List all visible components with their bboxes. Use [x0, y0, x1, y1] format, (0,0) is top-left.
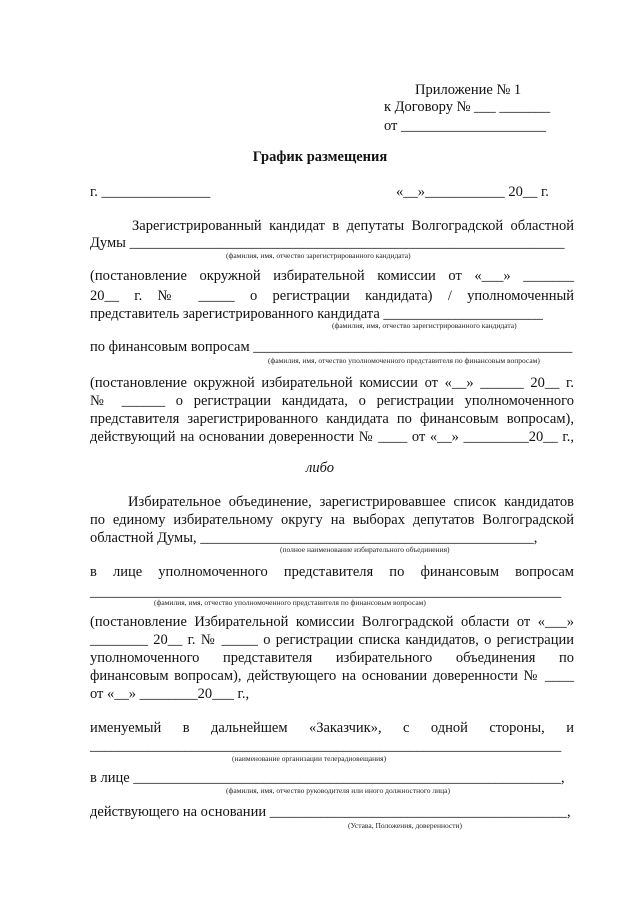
- candidate-line-2: Думы ____________________________________________________________: [90, 235, 565, 251]
- association-line-6: (постановление Избирательной комиссии Волгоградской области от «___»: [90, 614, 574, 630]
- association-line-9: финансовым вопросам), действующего на основании доверенности № ____: [90, 668, 574, 684]
- association-line-8: уполномоченного представителя избирательного объединения по: [90, 650, 574, 666]
- association-line-10: от «__» ________20___ г.,: [90, 686, 250, 702]
- association-caption-2: (фамилия, имя, отчество уполномоченного представителя по финансовым вопросам): [154, 598, 426, 607]
- contract-date-line: от ____________________: [384, 118, 547, 134]
- candidate-line-10: действующий на основании доверенности № ____ от «__» _________20__ г.,: [90, 429, 574, 445]
- customer-caption-1: (наименование организации телерадиовещания): [232, 754, 387, 763]
- or-separator: либо: [306, 460, 334, 476]
- customer-line-1: именуемый в дальнейшем «Заказчик», с одной стороны, и: [90, 720, 574, 736]
- association-line-4: в лице уполномоченного представителя по финансовым вопросам: [90, 564, 574, 580]
- candidate-line-5: представитель зарегистрированного кандидата ______________________: [90, 306, 543, 322]
- association-line-2: по единому избирательному округу на выборах депутатов Волгоградской: [90, 512, 574, 528]
- association-line-1: Избирательное объединение, зарегистрировавшее список кандидатов: [128, 494, 574, 510]
- customer-line-4: действующего на основании _________________________________________,: [90, 804, 571, 820]
- candidate-line-8: № ______ о регистрации кандидата, о регистрации уполномоченного: [90, 393, 574, 409]
- candidate-line-6: по финансовым вопросам ____________________________________________: [90, 339, 573, 355]
- customer-caption-2: (фамилия, имя, отчество руководителя или иного должностного лица): [226, 786, 451, 795]
- city-line: г. _______________: [90, 184, 211, 200]
- candidate-line-9: представителя зарегистрированного кандидата по финансовым вопросам),: [90, 411, 574, 427]
- candidate-line-7: (постановление окружной избирательной комиссии от «__» ______ 20__ г.: [90, 375, 574, 391]
- appendix-label: Приложение № 1: [415, 82, 522, 98]
- customer-line-2: _________________________________________________________________: [90, 738, 562, 754]
- customer-caption-3: (Устава, Положения, доверенности): [348, 821, 463, 830]
- candidate-line-3: (постановление окружной избирательной комиссии от «___» _______: [90, 268, 574, 284]
- candidate-line-4: 20__ г. № _____ о регистрации кандидата) / уполномоченный: [90, 288, 574, 304]
- candidate-caption-1: (фамилия, имя, отчество зарегистрированного кандидата): [226, 251, 411, 260]
- association-line-3: областной Думы, ______________________________________________,: [90, 530, 538, 546]
- candidate-line-1: Зарегистрированный кандидат в депутаты Волгоградской областной: [132, 218, 574, 234]
- association-line-5: _________________________________________________________________: [90, 584, 562, 600]
- document-title: График размещения: [252, 149, 388, 165]
- association-line-7: ________ 20__ г. № _____ о регистрации списка кандидатов, о регистрации: [90, 632, 574, 648]
- association-caption-1: (полное наименование избирательного объединения): [280, 545, 450, 554]
- date-line: «__»___________ 20__ г.: [396, 184, 549, 200]
- candidate-caption-2: (фамилия, имя, отчество зарегистрированного кандидата): [332, 321, 517, 330]
- customer-line-3: в лице ___________________________________________________________,: [90, 770, 565, 786]
- candidate-caption-3: (фамилия, имя, отчество уполномоченного представителя по финансовым вопросам): [268, 356, 540, 365]
- contract-number-line: к Договору № ___ _______: [384, 99, 551, 115]
